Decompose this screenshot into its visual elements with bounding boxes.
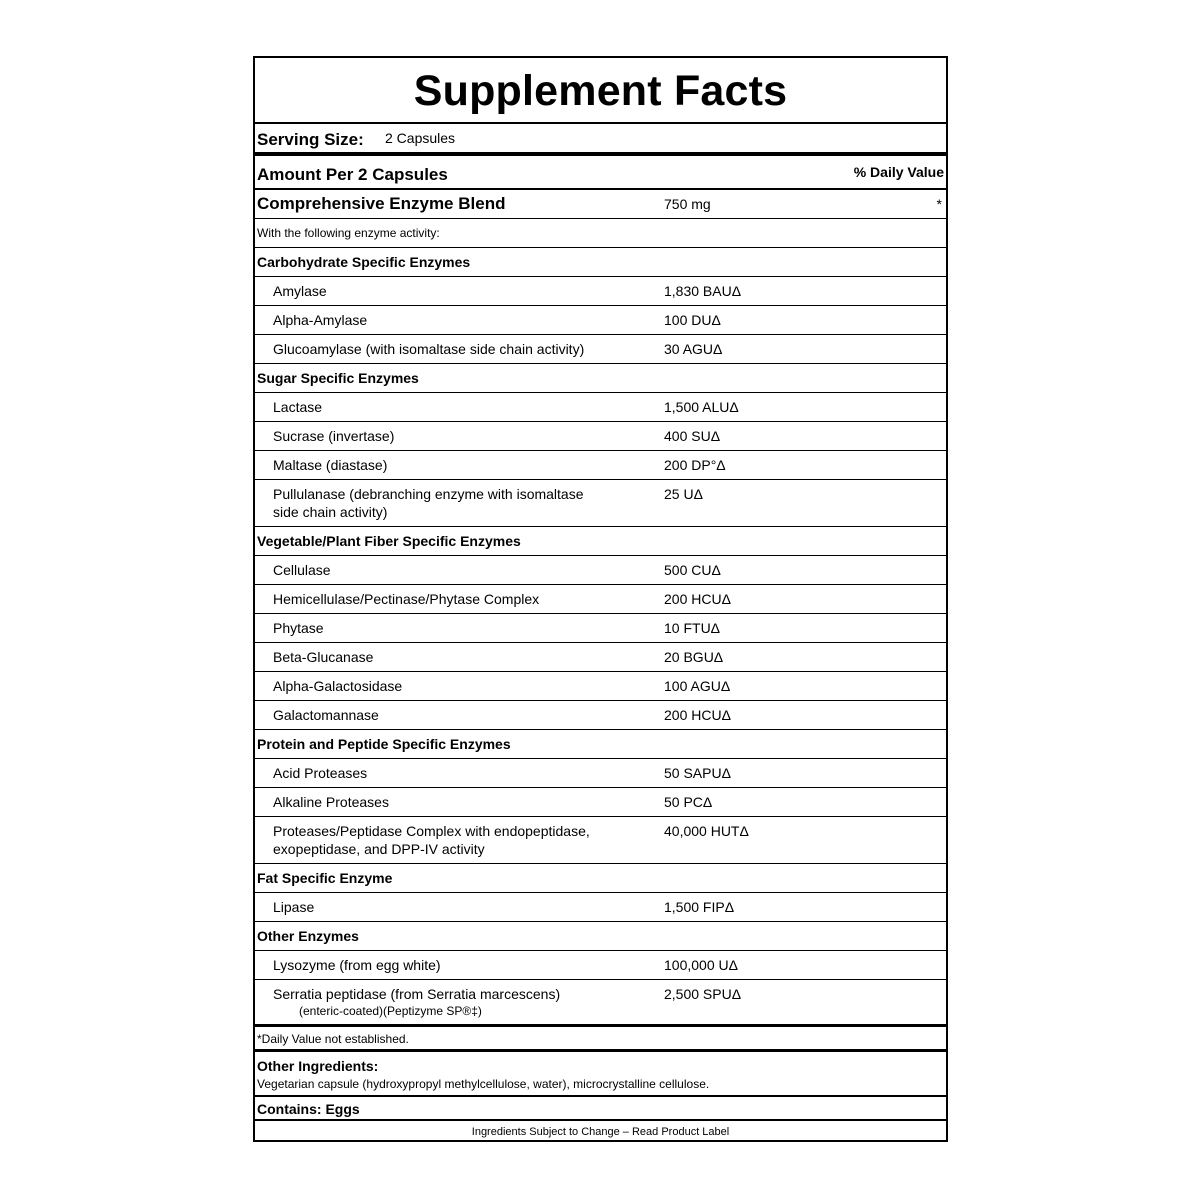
nutrient-amount: 20 BGUΔ	[664, 649, 724, 665]
section-header	[255, 922, 946, 951]
nutrient-row	[255, 306, 946, 335]
nutrient-name: Glucoamylase (with isomaltase side chain activity)	[273, 341, 585, 357]
nutrient-row	[255, 759, 946, 788]
nutrient-amount: 50 PCΔ	[664, 794, 713, 810]
nutrient-row	[255, 893, 946, 922]
section-header	[255, 864, 946, 893]
nutrient-amount: 30 AGUΔ	[664, 341, 723, 357]
nutrient-amount: 100,000 UΔ	[664, 957, 738, 973]
serving-size-row	[255, 124, 946, 156]
nutrient-name: Lysozyme (from egg white)	[273, 957, 441, 973]
other-ingredients	[255, 1052, 946, 1097]
nutrient-name: Alpha-Amylase	[273, 312, 368, 328]
nutrient-row	[255, 951, 946, 980]
nutrient-row	[255, 672, 946, 701]
nutrient-amount: 1,830 BAUΔ	[664, 283, 742, 299]
nutrient-name: Alpha-Galactosidase	[273, 678, 403, 694]
nutrient-row	[255, 614, 946, 643]
nutrient-name: Pullulanase (debranching enzyme with isomaltase side chain activity)	[273, 486, 584, 520]
nutrient-row	[255, 585, 946, 614]
nutrient-row	[255, 980, 946, 1027]
blend-dv: *	[936, 196, 942, 212]
other-ingredients-label: Other Ingredients:	[257, 1058, 379, 1074]
nutrient-amount: 100 DUΔ	[664, 312, 721, 328]
nutrient-amount: 50 SAPUΔ	[664, 765, 731, 781]
nutrient-row	[255, 556, 946, 585]
nutrient-amount: 2,500 SPUΔ	[664, 986, 742, 1002]
nutrient-amount: 200 HCUΔ	[664, 707, 731, 723]
section-title: Fat Specific Enzyme	[257, 870, 393, 886]
nutrient-row	[255, 788, 946, 817]
allergen-statement: Contains: Eggs	[255, 1097, 946, 1121]
nutrient-name: Amylase	[273, 283, 327, 299]
nutrient-name: Maltase (diastase)	[273, 457, 388, 473]
nutrient-amount: 400 SUΔ	[664, 428, 721, 444]
section-title: Protein and Peptide Specific Enzymes	[257, 736, 511, 752]
serving-size-label: Serving Size:	[257, 130, 364, 149]
supplement-facts-panel	[253, 56, 948, 1142]
nutrient-row	[255, 422, 946, 451]
nutrient-amount: 200 HCUΔ	[664, 591, 731, 607]
nutrient-subtext: (enteric-coated)(Peptizyme SP®‡)	[299, 1004, 482, 1018]
nutrient-name: Phytase	[273, 620, 324, 636]
nutrient-amount: 500 CUΔ	[664, 562, 721, 578]
blend-name: Comprehensive Enzyme Blend	[257, 194, 506, 213]
daily-value-header: % Daily Value	[853, 164, 944, 180]
nutrient-name: Proteases/Peptidase Complex with endopeptidase, exopeptidase, and DPP-IV activity	[273, 823, 590, 857]
nutrient-name: Alkaline Proteases	[273, 794, 389, 810]
activity-note-row	[255, 219, 946, 248]
nutrient-amount: 10 FTUΔ	[664, 620, 721, 636]
nutrient-amount: 1,500 FIPΔ	[664, 899, 735, 915]
nutrient-row	[255, 393, 946, 422]
nutrient-row	[255, 451, 946, 480]
panel-title: Supplement Facts	[255, 58, 946, 124]
nutrient-name: Cellulase	[273, 562, 331, 578]
section-header	[255, 364, 946, 393]
nutrient-row	[255, 335, 946, 364]
nutrient-amount: 25 UΔ	[664, 486, 703, 502]
nutrient-amount: 100 AGUΔ	[664, 678, 731, 694]
nutrient-name: Lipase	[273, 899, 315, 915]
section-title: Sugar Specific Enzymes	[257, 370, 419, 386]
section-header	[255, 248, 946, 277]
nutrient-row	[255, 277, 946, 306]
nutrient-name: Galactomannase	[273, 707, 379, 723]
label-disclaimer: Ingredients Subject to Change – Read Product Label	[471, 1126, 730, 1138]
serving-size-value: 2 Capsules	[385, 130, 456, 146]
nutrient-amount: 1,500 ALUΔ	[664, 399, 739, 415]
amount-per-serving-label: Amount Per 2 Capsules	[257, 165, 448, 184]
amount-header-row	[255, 156, 946, 190]
daily-value-footnote: *Daily Value not established.	[255, 1027, 946, 1052]
section-title: Carbohydrate Specific Enzymes	[257, 254, 471, 270]
nutrient-row	[255, 817, 946, 864]
activity-note: With the following enzyme activity:	[257, 226, 440, 240]
nutrient-name: Lactase	[273, 399, 323, 415]
section-title: Vegetable/Plant Fiber Specific Enzymes	[257, 533, 521, 549]
section-header	[255, 730, 946, 759]
nutrient-name: Beta-Glucanase	[273, 649, 374, 665]
nutrient-row	[255, 643, 946, 672]
blend-row	[255, 190, 946, 219]
nutrient-name: Serratia peptidase (from Serratia marcescens)	[273, 986, 561, 1002]
nutrient-row	[255, 480, 946, 527]
nutrient-name: Sucrase (invertase)	[273, 428, 395, 444]
nutrient-name-block	[255, 985, 647, 1019]
section-title: Other Enzymes	[257, 928, 359, 944]
blend-amount: 750 mg	[664, 196, 711, 212]
nutrient-name: Hemicellulase/Pectinase/Phytase Complex	[273, 591, 540, 607]
section-header	[255, 527, 946, 556]
nutrient-amount: 200 DP°Δ	[664, 457, 726, 473]
other-ingredients-text: Vegetarian capsule (hydroxypropyl methylcellulose, water), microcrystalline cellulose.	[257, 1077, 710, 1091]
nutrient-name: Acid Proteases	[273, 765, 368, 781]
nutrient-row	[255, 701, 946, 730]
nutrient-amount: 40,000 HUTΔ	[664, 823, 749, 839]
